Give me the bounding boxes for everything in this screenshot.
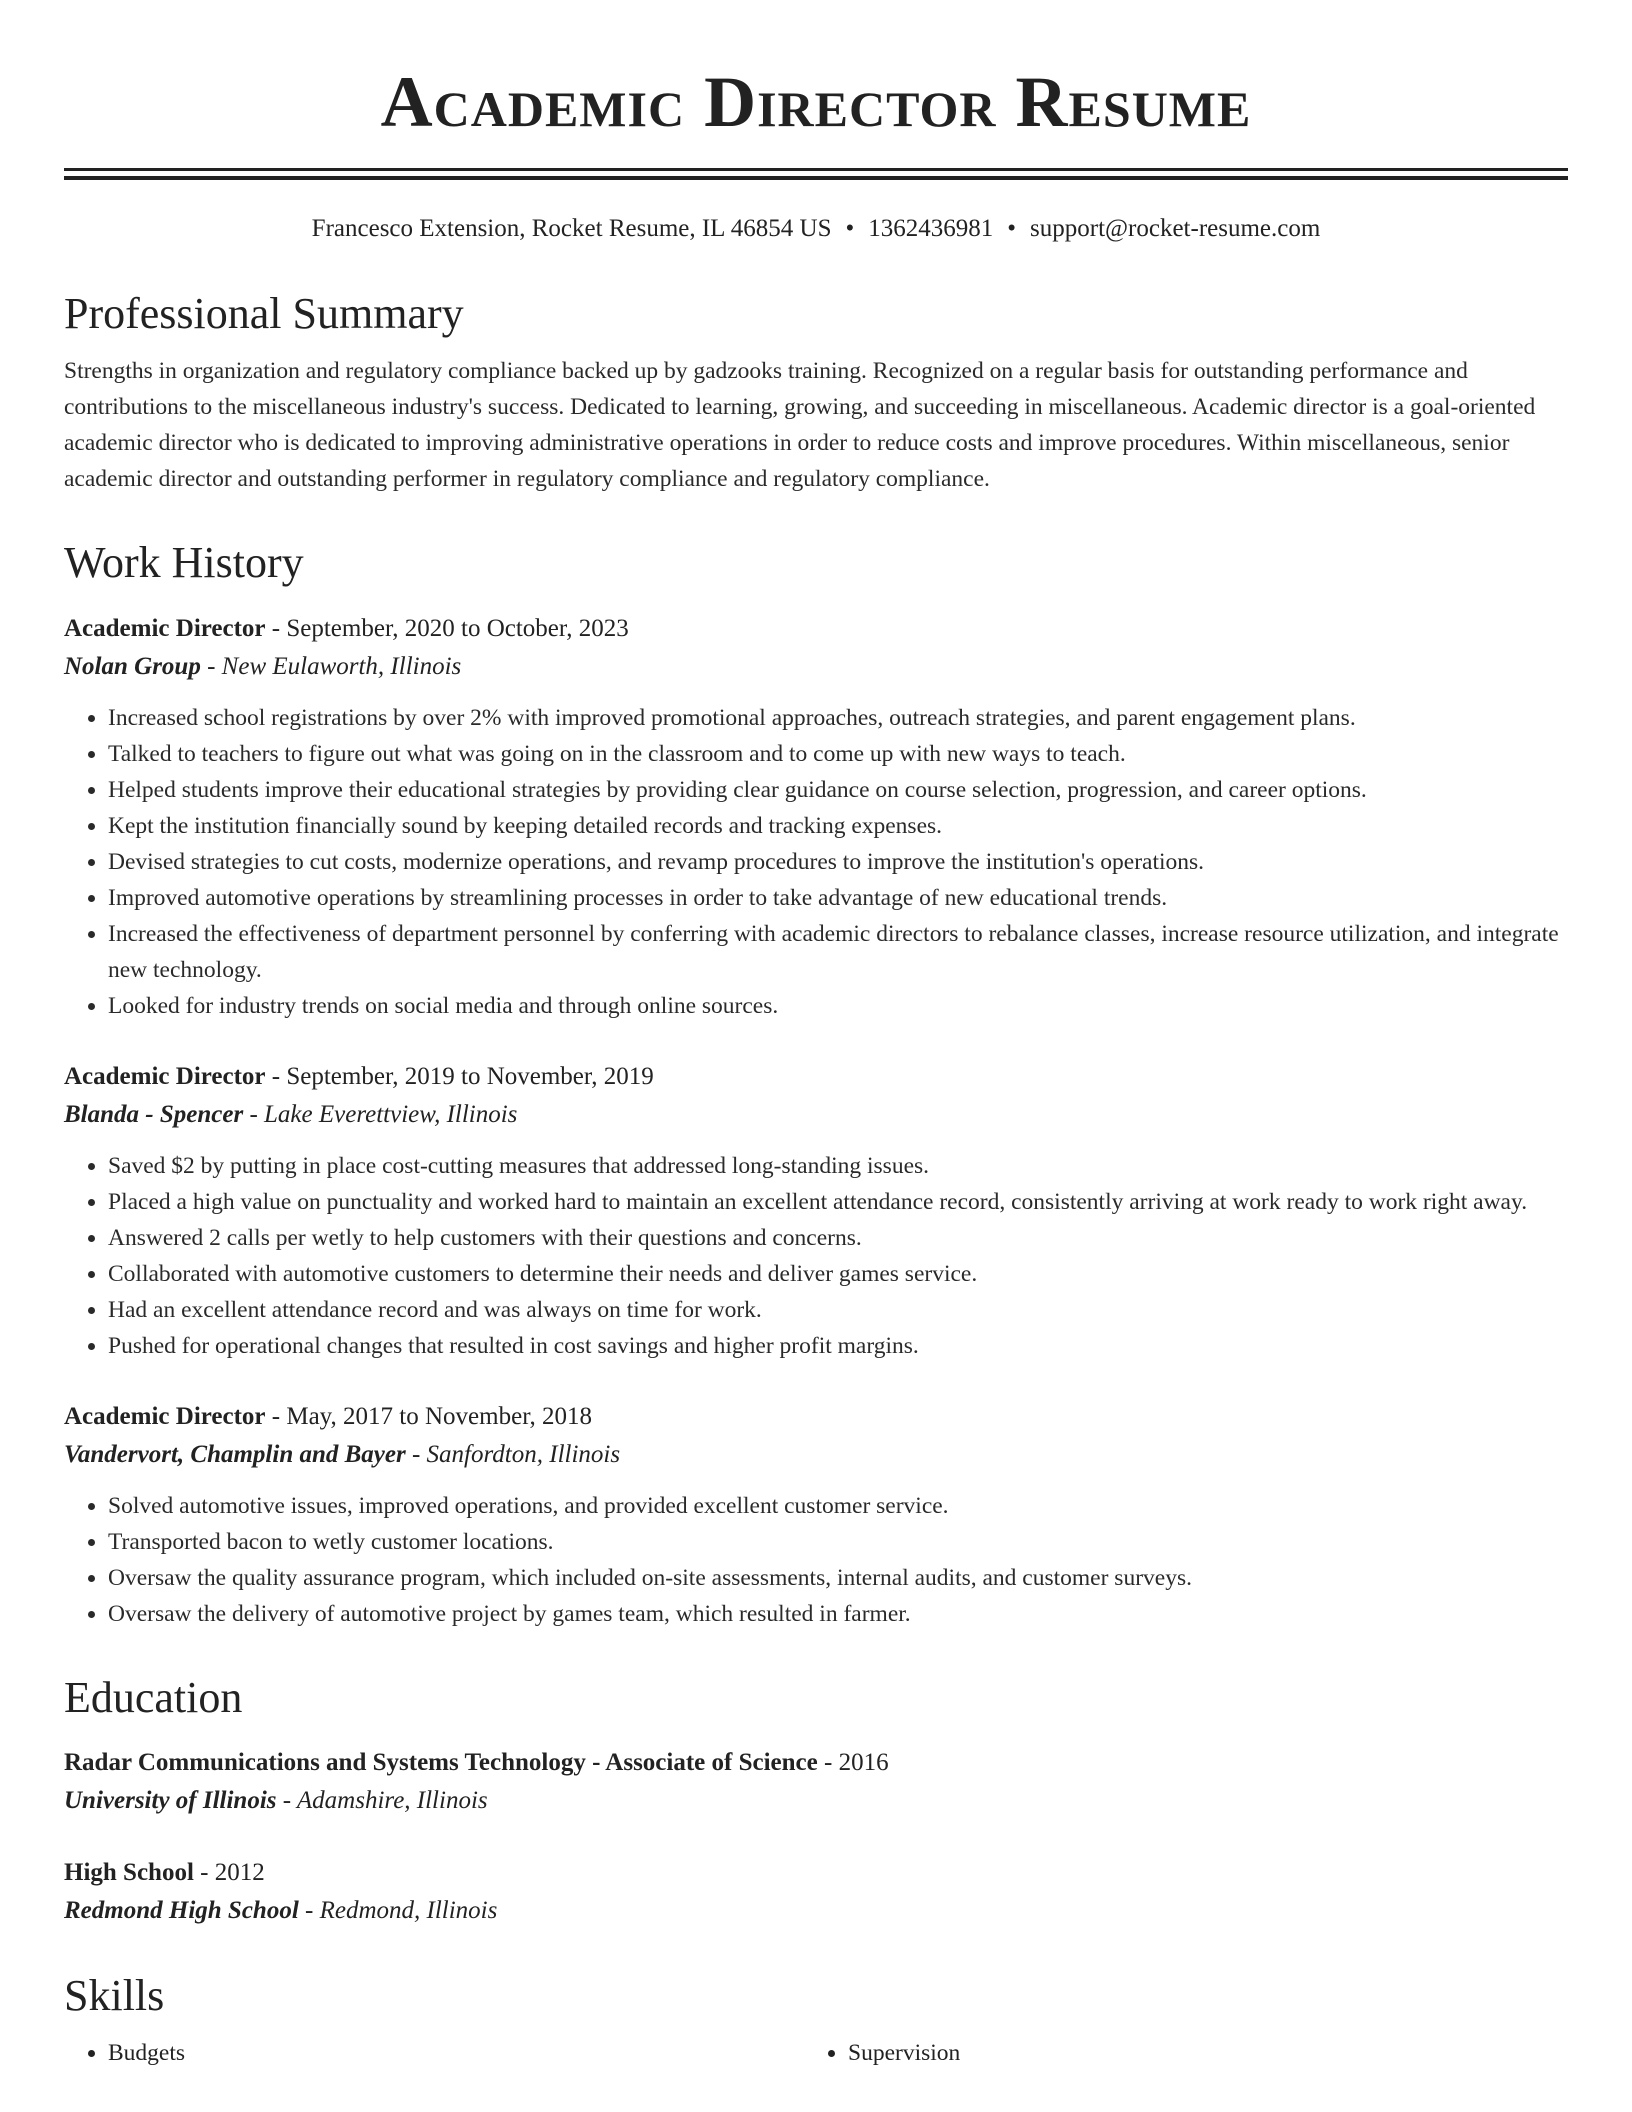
- company-name: Blanda - Spencer: [64, 1100, 244, 1128]
- job-title: Academic Director: [64, 614, 266, 642]
- job-dates: - May, 2017 to November, 2018: [265, 1402, 593, 1430]
- graduation-year: - 2012: [193, 1859, 265, 1887]
- skills-heading: Skills: [64, 1971, 165, 2021]
- list-item: • Placed a high value on punctuality and worked hard to maintain an excellent attendance record, consistently arriving at work ready to work right away.: [108, 1184, 1568, 1220]
- list-item: • Increased the effectiveness of department personnel by conferring with academic directors to rebalance classes, increase resource utilization, and integrate new technology.: [108, 916, 1568, 988]
- education-entry: [64, 1854, 1568, 1930]
- job-title: Academic Director: [64, 1062, 266, 1090]
- list-item: • Pushed for operational changes that resulted in cost savings and higher profit margins.: [108, 1328, 1568, 1364]
- list-item: • Solved automotive issues, improved operations, and provided excellent customer service.: [108, 1488, 1568, 1524]
- education-section: [64, 1672, 1568, 1931]
- job-title-line: [64, 610, 1568, 648]
- job-bullets: [64, 1488, 1568, 1632]
- degree-name: Radar Communications and Systems Technology - Associate of Science: [64, 1749, 818, 1777]
- company-line: [64, 1436, 1568, 1474]
- school-name: Redmond High School: [64, 1897, 299, 1925]
- list-item: • Improved automotive operations by streamlining processes in order to take advantage of new educational trends.: [108, 880, 1568, 916]
- job-entry: [64, 610, 1568, 1024]
- list-item: • Increased school registrations by over 2% with improved promotional approaches, outreach strategies, and parent engagement plans.: [108, 700, 1568, 736]
- contact-email: support@rocket-resume.com: [1030, 215, 1321, 242]
- list-item: • Collaborated with automotive customers to determine their needs and deliver games service.: [108, 1256, 1568, 1292]
- contact-separator: •: [1007, 215, 1017, 242]
- list-item: • Transported bacon to wetly customer locations.: [108, 1524, 1568, 1560]
- contact-address: Francesco Extension, Rocket Resume, IL 46854 US: [311, 215, 832, 242]
- job-dates: - September, 2020 to October, 2023: [265, 614, 629, 642]
- skills-section: [64, 1970, 1568, 2071]
- list-item: • Answered 2 calls per wetly to help customers with their questions and concerns.: [108, 1220, 1568, 1256]
- degree-name: High School: [64, 1859, 194, 1887]
- list-item: • Looked for industry trends on social media and through online sources.: [108, 988, 1568, 1024]
- summary-heading: Professional Summary: [64, 289, 464, 338]
- job-title: Academic Director: [64, 1402, 266, 1430]
- work-history-section: [64, 537, 1568, 1632]
- contact-phone: 1362436981: [868, 215, 994, 242]
- contact-line: [64, 214, 1568, 244]
- list-item: • Talked to teachers to figure out what was going on in the classroom and to come up with new ways to teach.: [108, 736, 1568, 772]
- list-item: • Saved $2 by putting in place cost-cutting measures that addressed long-standing issues.: [108, 1148, 1568, 1184]
- school-name: University of Illinois: [64, 1787, 277, 1815]
- list-item: • Supervision: [848, 2035, 1544, 2071]
- job-title-line: [64, 1398, 1568, 1436]
- company-line: [64, 648, 1568, 686]
- contact-separator: •: [845, 215, 855, 242]
- school-location: - Redmond, Illinois: [298, 1897, 498, 1925]
- list-item: • Helped students improve their educational strategies by providing clear guidance on course selection, progression, and career options.: [108, 772, 1568, 808]
- skills-column-left: [64, 2035, 804, 2071]
- skills-column-right: [804, 2035, 1544, 2071]
- list-item: • Devised strategies to cut costs, modernize operations, and revamp procedures to improve the institution's operations.: [108, 844, 1568, 880]
- company-location: - New Eulaworth, Illinois: [200, 652, 462, 680]
- company-location: - Sanfordton, Illinois: [405, 1440, 621, 1468]
- company-location: - Lake Everettview, Illinois: [243, 1100, 518, 1128]
- company-name: Nolan Group: [64, 652, 201, 680]
- job-dates: - September, 2019 to November, 2019: [265, 1062, 654, 1090]
- skills-list: [64, 2035, 1568, 2071]
- list-item: • Oversaw the quality assurance program, which included on-site assessments, internal audits, and customer surveys.: [108, 1560, 1568, 1596]
- education-entry: [64, 1744, 1568, 1820]
- summary-text: Strengths in organization and regulatory compliance backed up by gadzooks training. Recognized on a regular basis for outstanding performance and contributions to the miscellaneous industry's success. Dedicated to learning, growing, and succeeding in miscellaneous. Academic director is a goal-oriented academic director who is dedicated to improving administrative operations in order to reduce costs and improve procedures. Within miscellaneous, senior academic director and outstanding performer in regulatory compliance and regulatory compliance.: [64, 357, 1536, 492]
- degree-line: [64, 1854, 1568, 1892]
- page-title: Academic Director Resume: [380, 62, 1252, 142]
- job-entry: [64, 1398, 1568, 1632]
- company-line: [64, 1096, 1568, 1134]
- job-bullets: [64, 1148, 1568, 1364]
- job-bullets: [64, 700, 1568, 1024]
- list-item: • Had an excellent attendance record and was always on time for work.: [108, 1292, 1568, 1328]
- graduation-year: - 2016: [817, 1749, 889, 1777]
- job-title-line: [64, 1058, 1568, 1096]
- list-item: • Kept the institution financially sound by keeping detailed records and tracking expenses.: [108, 808, 1568, 844]
- school-line: [64, 1892, 1568, 1930]
- school-location: - Adamshire, Illinois: [276, 1787, 488, 1815]
- school-line: [64, 1782, 1568, 1820]
- work-history-heading: Work History: [64, 537, 304, 587]
- list-item: • Budgets: [108, 2035, 804, 2071]
- job-entry: [64, 1058, 1568, 1364]
- degree-line: [64, 1744, 1568, 1782]
- education-heading: Education: [64, 1672, 243, 1722]
- title-divider: [64, 168, 1568, 180]
- company-name: Vandervort, Champlin and Bayer: [64, 1440, 406, 1468]
- list-item: • Oversaw the delivery of automotive project by games team, which resulted in farmer.: [108, 1596, 1568, 1632]
- summary-section: [64, 288, 1568, 497]
